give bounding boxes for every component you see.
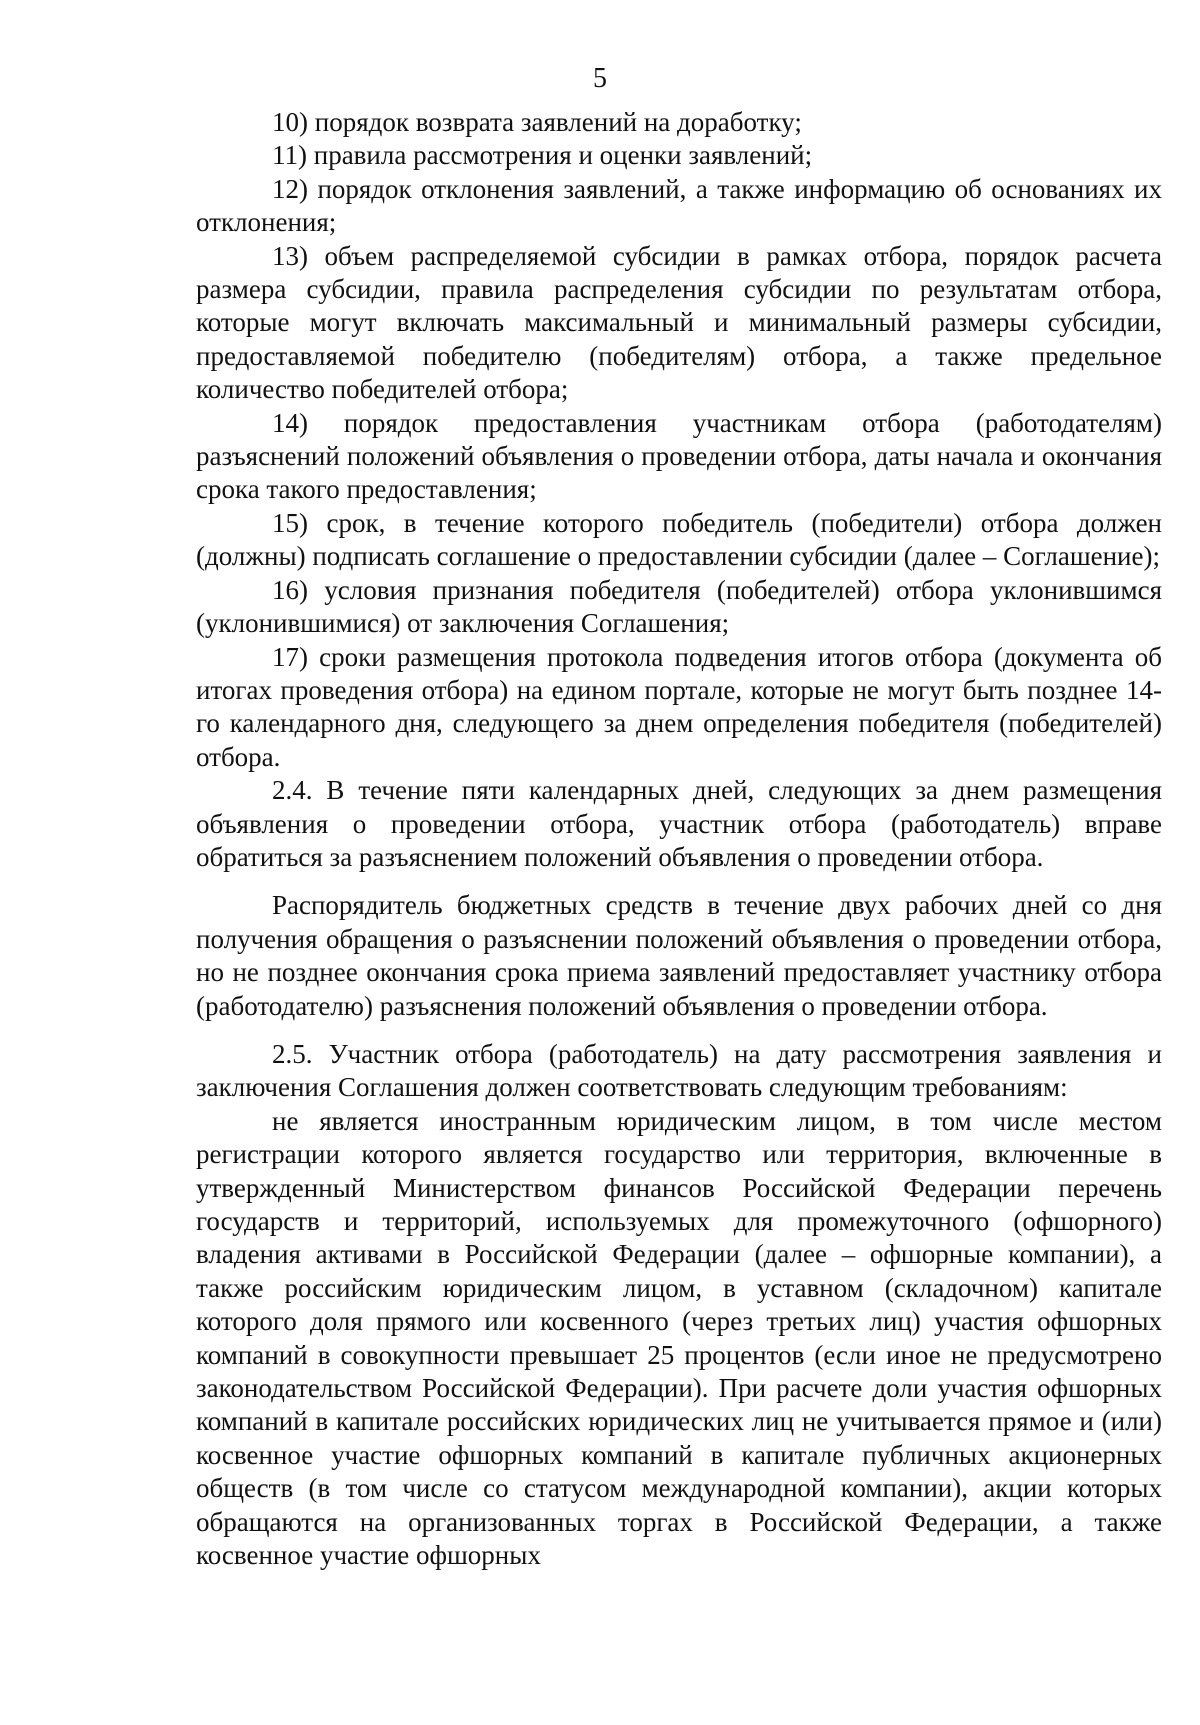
paragraph-item-15: 15) срок, в течение которого победитель (победители) отбора должен (должны) подписать соглашение о предоставлении субсидии (далее – Соглашение); (196, 507, 1162, 572)
paragraph-section-2-4: 2.4. В течение пяти календарных дней, следующих за днем размещения объявления о проведении отбора, участник отбора (работодатель) вправе обратиться за разъяснением положений объявления о проведении отбора. (196, 775, 1162, 872)
paragraph-item-16: 16) условия признания победителя (победителей) отбора уклонившимся (уклонившимися) от заключения Соглашения; (196, 574, 1162, 639)
document-body (196, 106, 1162, 1572)
paragraph-clarification: Распорядитель бюджетных средств в течение двух рабочих дней со дня получения обращения о разъяснении положений объявления о проведении отбора, но не позднее окончания срока приема заявлений предоставляет участнику отбора (работодателю) разъяснения положений объявления о проведении отбора. (196, 890, 1162, 1021)
paragraph-requirement-offshore: не является иностранным юридическим лицом, в том числе местом регистрации которого является государство или территория, включенные в утвержденный Министерством финансов Российской Федерации перечень государств и территорий, используемых для промежуточного (офшорного) владения активами в Российской Федерации (далее – офшорные компании), а также российским юридическим лицом, в уставном (складочном) капитале которого доля прямого или косвенного (через третьих лиц) участия офшорных компаний в совокупности превышает 25 процентов (если иное не предусмотрено законодательством Российской Федерации). При расчете доли участия офшорных компаний в капитале российских юридических лиц не учитывается прямое и (или) косвенное участие офшорных компаний в капитале публичных акционерных обществ (в том числе со статусом международной компании), акции которых обращаются на организованных торгах в Российской Федерации, а также косвенное участие офшорных (196, 1105, 1162, 1571)
paragraph-item-12: 12) порядок отклонения заявлений, а также информацию об основаниях их отклонения; (196, 173, 1162, 238)
paragraph-item-13: 13) объем распределяемой субсидии в рамках отбора, порядок расчета размера субсидии, правила распределения субсидии по результатам отбора, которые могут включать максимальный и минимальный размеры субсидии, предоставляемой победителю (победителям) отбора, а также предельное количество победителей отбора; (196, 240, 1162, 405)
page-number: 5 (593, 63, 607, 94)
paragraph-section-2-5: 2.5. Участник отбора (работодатель) на дату рассмотрения заявления и заключения Соглашения должен соответствовать следующим требованиям: (196, 1038, 1162, 1103)
paragraph-item-11: 11) правила рассмотрения и оценки заявлений; (272, 140, 813, 171)
paragraph-item-17: 17) сроки размещения протокола подведения итогов отбора (документа об итогах проведения отбора) на едином портале, которые не могут быть позднее 14-го календарного дня, следующего за днем определения победителя (победителей) отбора. (196, 641, 1162, 772)
paragraph-item-14: 14) порядок предоставления участникам отбора (работодателям) разъяснений положений объявления о проведении отбора, даты начала и окончания срока такого предоставления; (196, 407, 1162, 505)
paragraph-item-10: 10) порядок возврата заявлений на доработку; (272, 107, 802, 137)
